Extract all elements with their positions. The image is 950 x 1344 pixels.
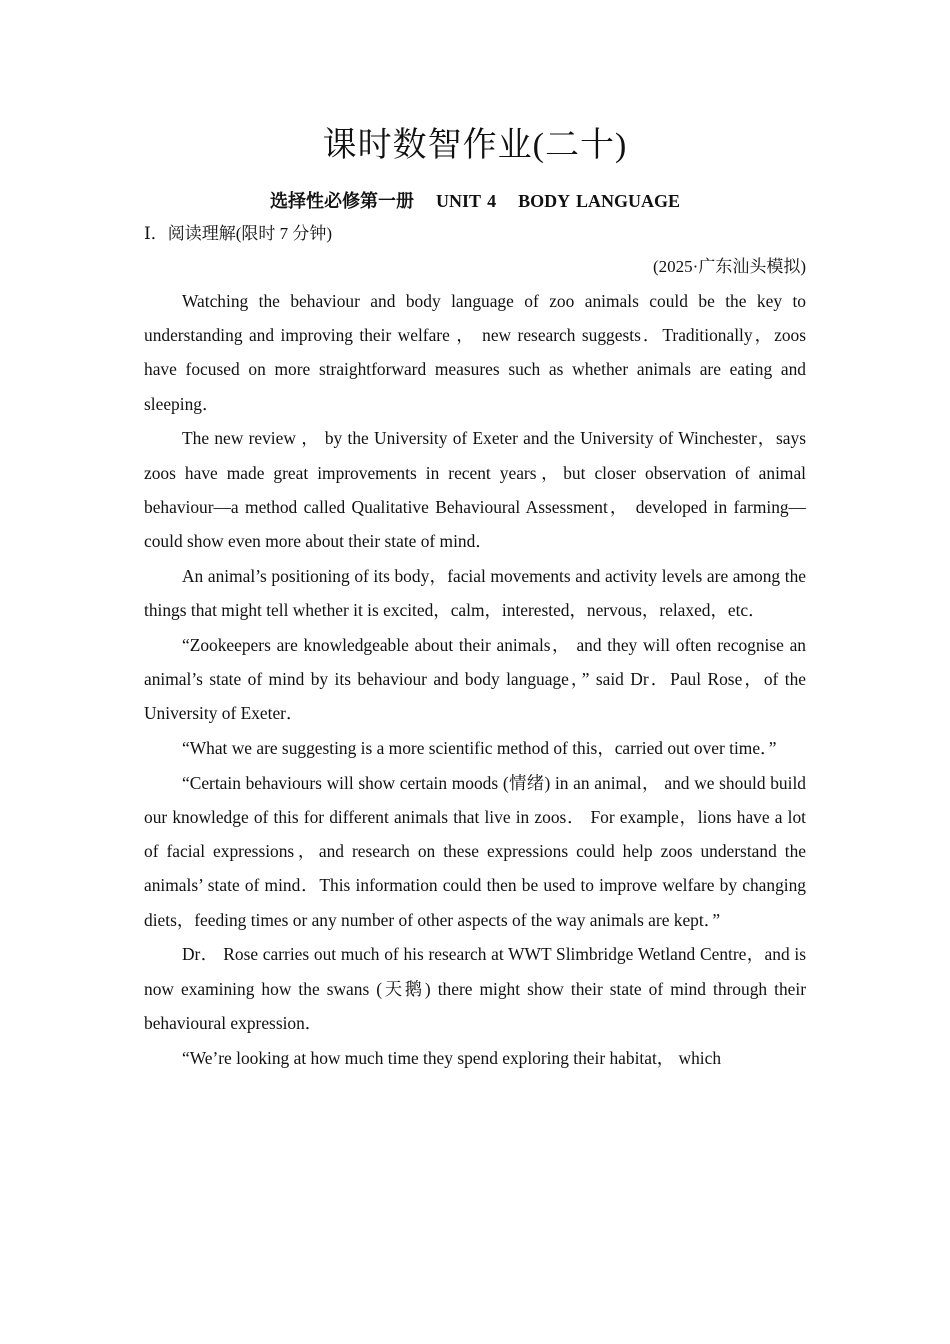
subtitle-book: 选择性必修第一册 <box>269 191 414 211</box>
document-page <box>144 118 806 1075</box>
page-title: 课时数智作业(二十) <box>322 127 628 164</box>
section-heading: Ⅰ．阅读理解(限时 7 分钟) <box>144 224 333 243</box>
paragraph: “Certain behaviours will show certain moods (情绪) in an animal， and we should build our knowledge of this for different animals that live in zoos． For example，lions have a lot of facial expressions，and research on these expressions could help zoos understand the animals’ state of mind．This information could then be used to improve welfare by changing diets，feeding times or any number of other aspects of the way animals are kept．” <box>144 772 806 930</box>
paragraph: “We’re looking at how much time they spend exploring their habitat， which <box>182 1047 722 1068</box>
passage <box>144 284 806 1075</box>
page-subtitle <box>144 186 806 216</box>
source-note: (2025·广东汕头模拟) <box>653 257 806 276</box>
paragraph: Dr． Rose carries out much of his research at WWT Slimbridge Wetland Centre，and is now examining how the swans (天鹅) there might show their state of mind through their behavioural expression． <box>144 944 806 1033</box>
paragraph: “What we are suggesting is a more scientific method of this，carried out over time．” <box>182 738 777 759</box>
paragraph: The new review ， by the University of Exeter and the University of Winchester，says zoos have made great improvements in recent years，but closer observation of animal behaviour—a method called Qualitative Behavioural Assessment， developed in farming—could show even more about their state of mind． <box>144 428 806 552</box>
subtitle-unit: UNIT 4 <box>435 191 497 211</box>
paragraph: “Zookeepers are knowledgeable about their animals， and they will often recognise an animal’s state of mind by its behaviour and body language，” said Dr．Paul Rose，of the University of Exeter． <box>144 634 806 724</box>
paragraph: Watching the behaviour and body language of zoo animals could be the key to understanding and improving their welfare ， new research suggests．Traditionally，zoos have focused on more straightforward measures such as whether animals are eating and sleeping． <box>144 291 806 414</box>
subtitle-topic: BODY LANGUAGE <box>518 191 681 211</box>
paragraph: An animal’s positioning of its body，facial movements and activity levels are among the things that might tell whether it is excited，calm，interested，nervous，relaxed，etc． <box>144 565 806 621</box>
